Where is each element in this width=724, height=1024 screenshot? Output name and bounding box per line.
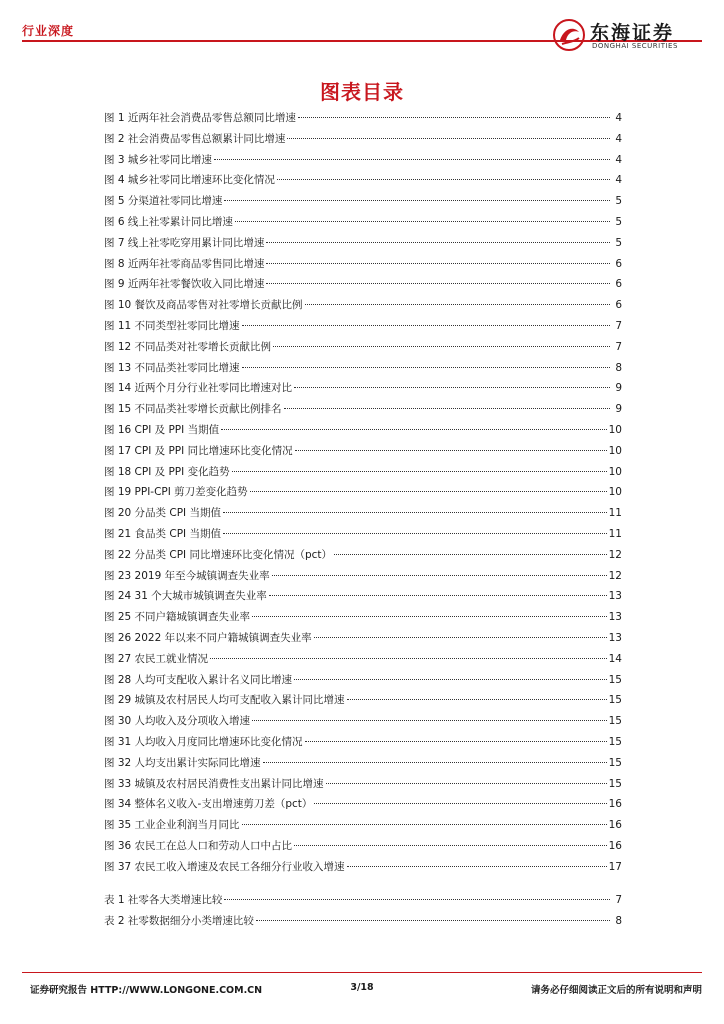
figure-entry-page: 8 bbox=[615, 361, 622, 374]
figure-entry[interactable] bbox=[104, 152, 622, 173]
figure-entry[interactable] bbox=[104, 651, 622, 672]
figure-entry-label: 图 3 城乡社零同比增速 bbox=[104, 153, 212, 166]
figure-entry-page: 12 bbox=[608, 569, 622, 582]
figure-entry[interactable] bbox=[104, 318, 622, 339]
figure-entry-label: 图 7 线上社零吃穿用累计同比增速 bbox=[104, 236, 265, 249]
figure-entry-label: 图 2 社会消费品零售总额累计同比增速 bbox=[104, 132, 286, 145]
dot-leader bbox=[242, 367, 610, 368]
figure-entry-label: 图 12 不同品类对社零增长贡献比例 bbox=[104, 340, 272, 353]
figure-entry[interactable] bbox=[104, 172, 622, 193]
figure-entry-page: 7 bbox=[615, 319, 622, 332]
dot-leader bbox=[294, 387, 610, 388]
dot-leader bbox=[284, 408, 610, 409]
figure-entry-page: 5 bbox=[615, 215, 622, 228]
figure-entry[interactable] bbox=[104, 859, 622, 880]
figure-entry-label: 图 13 不同品类社零同比增速 bbox=[104, 361, 240, 374]
figure-entry-label: 图 16 CPI 及 PPI 当期值 bbox=[104, 423, 220, 436]
header-section-tag: 行业深度 bbox=[22, 24, 75, 38]
figure-entry-page: 10 bbox=[608, 444, 622, 457]
figure-entry-page: 12 bbox=[608, 548, 622, 561]
figure-entry-label: 图 18 CPI 及 PPI 变化趋势 bbox=[104, 465, 230, 478]
donghai-logo bbox=[552, 16, 702, 56]
figure-entry-label: 图 19 PPI-CPI 剪刀差变化趋势 bbox=[104, 486, 248, 499]
figure-entry-page: 4 bbox=[615, 174, 622, 187]
figure-entry-page: 15 bbox=[608, 673, 622, 686]
figure-entry-page: 4 bbox=[615, 112, 622, 124]
figure-entry-page: 15 bbox=[608, 756, 622, 769]
footer-rule bbox=[22, 972, 702, 973]
figure-entry[interactable] bbox=[104, 443, 622, 464]
figure-entry-label: 图 25 不同户籍城镇调查失业率 bbox=[104, 611, 251, 624]
figure-entry-page: 7 bbox=[615, 340, 622, 353]
dot-leader bbox=[242, 325, 610, 326]
figure-entry-page: 15 bbox=[608, 735, 622, 748]
figure-entry-page: 4 bbox=[615, 153, 622, 166]
figure-entry[interactable] bbox=[104, 256, 622, 277]
page-title: 图表目录 bbox=[320, 80, 404, 104]
dot-leader bbox=[252, 720, 607, 721]
figure-entry[interactable] bbox=[104, 568, 622, 589]
dot-leader bbox=[214, 159, 610, 160]
figure-entry-label: 图 4 城乡社零同比增速环比变化情况 bbox=[104, 174, 275, 187]
dot-leader bbox=[232, 471, 607, 472]
dot-leader bbox=[305, 304, 610, 305]
dot-leader bbox=[294, 845, 607, 846]
figure-entry[interactable] bbox=[104, 339, 622, 360]
dot-leader bbox=[235, 221, 610, 222]
figure-entry-page: 4 bbox=[615, 132, 622, 145]
figure-entry-page: 16 bbox=[608, 798, 622, 811]
figure-entry-label: 图 20 分品类 CPI 当期值 bbox=[104, 507, 221, 520]
logo-english-name: DONGHAI SECURITIES bbox=[592, 42, 678, 50]
figure-entry-page: 10 bbox=[608, 465, 622, 478]
dot-leader bbox=[266, 263, 610, 264]
figure-entry-label: 图 35 工业企业利润当月同比 bbox=[104, 819, 240, 832]
figure-entry-page: 11 bbox=[608, 507, 622, 520]
figure-entry-label: 图 30 人均收入及分项收入增速 bbox=[104, 715, 251, 728]
figure-entry[interactable] bbox=[104, 588, 622, 609]
dot-leader bbox=[272, 575, 607, 576]
dot-leader bbox=[298, 117, 610, 118]
dot-leader bbox=[221, 429, 607, 430]
dot-leader bbox=[273, 346, 610, 347]
figure-entry-label: 图 24 31 个大城市城镇调查失业率 bbox=[104, 590, 267, 603]
donghai-logo-icon bbox=[552, 18, 586, 52]
dot-leader bbox=[210, 658, 607, 659]
figure-entry-label: 图 8 近两年社零商品零售同比增速 bbox=[104, 257, 265, 270]
figure-entry[interactable] bbox=[104, 422, 622, 443]
figure-entry-page: 10 bbox=[608, 423, 622, 436]
figure-entry-page: 14 bbox=[608, 652, 622, 665]
figure-entry[interactable] bbox=[104, 235, 622, 256]
dot-leader bbox=[334, 554, 607, 555]
figure-entry-label: 图 33 城镇及农村居民消费性支出累计同比增速 bbox=[104, 777, 324, 790]
figure-entry[interactable] bbox=[104, 609, 622, 630]
figure-entry-page: 13 bbox=[608, 590, 622, 603]
figure-entry-label: 图 5 分渠道社零同比增速 bbox=[104, 195, 223, 208]
dot-leader bbox=[223, 533, 607, 534]
figure-entry[interactable] bbox=[104, 692, 622, 713]
figure-entry-label: 图 32 人均支出累计实际同比增速 bbox=[104, 756, 261, 769]
figure-entry[interactable] bbox=[104, 401, 622, 422]
dot-leader bbox=[305, 741, 607, 742]
figure-entry-label: 图 23 2019 年至今城镇调查失业率 bbox=[104, 569, 270, 582]
figure-entry-label: 图 22 分品类 CPI 同比增速环比变化情况（pct） bbox=[104, 548, 333, 561]
figure-entry-page: 6 bbox=[615, 278, 622, 291]
figure-entry[interactable] bbox=[104, 131, 622, 152]
page-number: 3/18 bbox=[350, 982, 374, 993]
dot-leader bbox=[347, 866, 607, 867]
figure-entry-page: 17 bbox=[608, 860, 622, 873]
figure-entry-page: 10 bbox=[608, 486, 622, 499]
figure-entry[interactable] bbox=[104, 505, 622, 526]
figure-entry-label: 图 1 近两年社会消费品零售总额同比增速 bbox=[104, 112, 296, 124]
logo-chinese-name: 东海证券 bbox=[590, 22, 675, 44]
figure-entry-label: 图 6 线上社零累计同比增速 bbox=[104, 215, 233, 228]
figure-entry-label: 图 31 人均收入月度同比增速环比变化情况 bbox=[104, 735, 303, 748]
dot-leader bbox=[314, 803, 606, 804]
figure-entry-label: 图 34 整体名义收入-支出增速剪刀差（pct） bbox=[104, 798, 313, 811]
table-entry-page: 7 bbox=[615, 894, 622, 906]
dot-leader bbox=[347, 699, 607, 700]
dot-leader bbox=[314, 637, 607, 638]
figure-entry-page: 15 bbox=[608, 694, 622, 707]
figure-entry[interactable] bbox=[104, 526, 622, 547]
figure-entry[interactable] bbox=[104, 630, 622, 651]
figure-entry-label: 图 26 2022 年以来不同户籍城镇调查失业率 bbox=[104, 631, 312, 644]
figure-list bbox=[104, 110, 622, 879]
figure-entry-page: 15 bbox=[608, 715, 622, 728]
figure-entry-page: 5 bbox=[615, 195, 622, 208]
dot-leader bbox=[294, 679, 607, 680]
figure-entry[interactable] bbox=[104, 734, 622, 755]
figure-entry[interactable] bbox=[104, 755, 622, 776]
dot-leader bbox=[287, 138, 610, 139]
figure-entry[interactable] bbox=[104, 297, 622, 318]
figure-entry-page: 5 bbox=[615, 236, 622, 249]
figure-entry[interactable] bbox=[104, 276, 622, 297]
figure-entry-label: 图 21 食品类 CPI 当期值 bbox=[104, 527, 221, 540]
figure-entry[interactable] bbox=[104, 360, 622, 381]
figure-entry[interactable] bbox=[104, 464, 622, 485]
figure-entry[interactable] bbox=[104, 193, 622, 214]
figure-entry[interactable] bbox=[104, 817, 622, 838]
figure-entry-page: 9 bbox=[615, 403, 622, 416]
figure-entry-label: 图 36 农民工在总人口和劳动人口中占比 bbox=[104, 839, 293, 852]
figure-entry[interactable] bbox=[104, 796, 622, 817]
table-entry-page: 8 bbox=[615, 914, 622, 927]
figure-entry[interactable] bbox=[104, 672, 622, 693]
figure-entry-page: 15 bbox=[608, 777, 622, 790]
figure-entry-label: 图 37 农民工收入增速及农民工各细分行业收入增速 bbox=[104, 860, 345, 873]
figure-entry-page: 9 bbox=[615, 382, 622, 395]
dot-leader bbox=[266, 283, 610, 284]
figure-entry[interactable] bbox=[104, 776, 622, 797]
figure-entry-page: 16 bbox=[608, 819, 622, 832]
figure-entry[interactable] bbox=[104, 380, 622, 401]
dot-leader bbox=[224, 200, 610, 201]
figure-entry-page: 6 bbox=[615, 257, 622, 270]
dot-leader bbox=[256, 920, 610, 921]
figure-entry-label: 图 27 农民工就业情况 bbox=[104, 652, 209, 665]
dot-leader bbox=[277, 179, 610, 180]
dot-leader bbox=[263, 762, 607, 763]
figure-entry-label: 图 11 不同类型社零同比增速 bbox=[104, 319, 240, 332]
dot-leader bbox=[242, 824, 607, 825]
figure-entry-label: 图 14 近两个月分行业社零同比增速对比 bbox=[104, 382, 293, 395]
dot-leader bbox=[223, 512, 607, 513]
table-entry-label: 表 1 社零各大类增速比较 bbox=[104, 894, 223, 906]
table-entry[interactable] bbox=[104, 892, 622, 913]
figure-entry[interactable] bbox=[104, 110, 622, 131]
table-entry[interactable] bbox=[104, 913, 622, 934]
figure-entry-label: 图 10 餐饮及商品零售对社零增长贡献比例 bbox=[104, 299, 303, 312]
table-list bbox=[104, 892, 622, 934]
figure-entry[interactable] bbox=[104, 547, 622, 568]
figure-entry-page: 13 bbox=[608, 611, 622, 624]
dot-leader bbox=[269, 595, 607, 596]
dot-leader bbox=[326, 783, 607, 784]
figure-entry-label: 图 17 CPI 及 PPI 同比增速环比变化情况 bbox=[104, 444, 293, 457]
figure-entry[interactable] bbox=[104, 838, 622, 859]
figure-entry[interactable] bbox=[104, 214, 622, 235]
dot-leader bbox=[295, 450, 607, 451]
figure-entry-label: 图 9 近两年社零餐饮收入同比增速 bbox=[104, 278, 265, 291]
figure-entry-page: 11 bbox=[608, 527, 622, 540]
figure-entry-label: 图 15 不同品类社零增长贡献比例排名 bbox=[104, 403, 282, 416]
dot-leader bbox=[266, 242, 610, 243]
figure-entry-page: 6 bbox=[615, 299, 622, 312]
figure-entry-page: 16 bbox=[608, 839, 622, 852]
figure-entry-label: 图 28 人均可支配收入累计名义同比增速 bbox=[104, 673, 293, 686]
figure-entry-label: 图 29 城镇及农村居民人均可支配收入累计同比增速 bbox=[104, 694, 345, 707]
figure-entry-page: 13 bbox=[608, 631, 622, 644]
dot-leader bbox=[224, 899, 610, 900]
figure-entry[interactable] bbox=[104, 713, 622, 734]
footer-source: 证券研究报告 HTTP://WWW.LONGONE.COM.CN bbox=[30, 985, 263, 996]
table-entry-label: 表 2 社零数据细分小类增速比较 bbox=[104, 914, 254, 927]
dot-leader bbox=[250, 491, 607, 492]
dot-leader bbox=[252, 616, 607, 617]
figure-entry[interactable] bbox=[104, 484, 622, 505]
footer-disclaimer: 请务必仔细阅读正文后的所有说明和声明 bbox=[530, 985, 702, 996]
